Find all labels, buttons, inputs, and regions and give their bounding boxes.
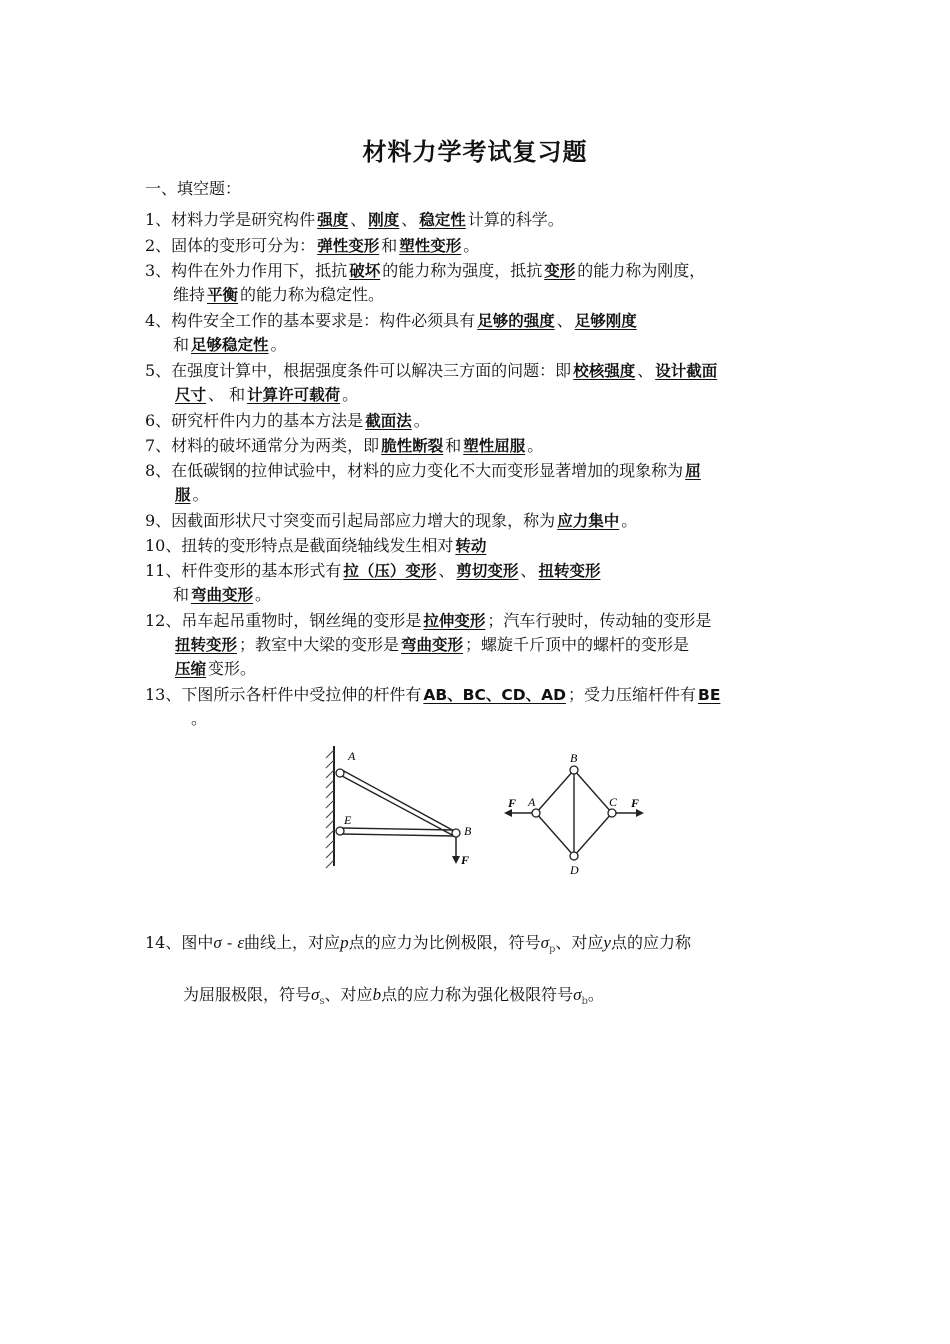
answer-blank: 拉（压）变形 (343, 562, 437, 580)
answer-blank: 屈 (685, 462, 701, 480)
answer-blank: 应力集中 (557, 512, 620, 530)
answer-blank: 设计截面 (655, 362, 718, 380)
answer-blank: 弯曲变形 (401, 636, 464, 654)
question-11: 11、杆件变形的基本形式有 拉（压）变形 、 剪切变形 、 扭转变形 和 弯曲变形 。 (145, 561, 601, 604)
label-B: B (570, 751, 578, 765)
answer-blank: AB、BC、CD、AD (423, 686, 566, 704)
answer-blank: 破坏 (349, 262, 381, 280)
answer-blank: 足够稳定性 (191, 336, 269, 354)
question-3: 3、构件在外力作用下，抵抗 破坏 的能力称为强度，抵抗 变形 的能力称为刚度， 维持 平衡 的能力称为稳定性。 (145, 261, 706, 304)
question-8: 8、在低碳钢的拉伸试验中，材料的应力变化不大而变形显著增加的现象称为 屈 服 。 (145, 461, 701, 504)
answer-blank: 塑性变形 (399, 237, 462, 255)
answer-blank: 足够的强度 (477, 312, 555, 330)
question-13: 13、下图所示各杆件中受拉伸的杆件有 AB、BC、CD、AD ；受力压缩杆件有 BE 。 (145, 685, 721, 728)
label-A: A (348, 749, 356, 763)
answer-blank: 剪切变形 (456, 562, 519, 580)
label-F-left: F (508, 796, 517, 810)
question-5: 5、在强度计算中，根据强度条件可以解决三方面的问题：即 校核强度 、 设计截面 尺寸 、 和 计算许可载荷 。 (145, 361, 718, 404)
answer-blank: 变形 (544, 262, 576, 280)
question-10: 10、扭转的变形特点是截面绕轴线发生相对 转动 (145, 536, 487, 555)
question-2: 2、固体的变形可分为： 弹性变形 和 塑性变形 。 (145, 236, 480, 255)
answer-blank: 强度 (317, 211, 349, 229)
answer-blank: 尺寸 (175, 386, 207, 404)
question-1: 1、材料力学是研究构件 强度 、 刚度 、 稳定性 计算的科学。 (145, 210, 564, 229)
answer-blank: 校核强度 (573, 362, 636, 380)
answer-blank: 脆性断裂 (381, 437, 444, 455)
answer-blank: 转动 (455, 537, 487, 555)
question-4: 4、构件安全工作的基本要求是：构件必须具有 足够的强度 、 足够刚度 和 足够稳定性 。 (145, 311, 637, 354)
answer-blank: 弹性变形 (317, 237, 380, 255)
answer-blank: 弯曲变形 (191, 586, 254, 604)
label-A: A (528, 795, 536, 809)
question-7: 7、材料的破坏通常分为两类，即 脆性断裂 和 塑性屈服 。 (145, 436, 544, 455)
label-E: E (344, 813, 352, 827)
truss-figure-wall (318, 740, 478, 875)
answer-blank: 服 (175, 486, 191, 504)
truss-figure-rhombus (500, 750, 650, 880)
answer-blank: 拉伸变形 (423, 612, 486, 630)
page-title: 材料力学考试复习题 (362, 138, 588, 166)
answer-blank: 扭转变形 (175, 636, 238, 654)
label-B: B (464, 824, 472, 838)
label-F-right: F (631, 796, 640, 810)
question-12: 12、吊车起吊重物时，钢丝绳的变形是 拉伸变形 ；汽车行驶时，传动轴的变形是 扭转变形 ；教室中大梁的变形是 弯曲变形 ；螺旋千斤顶中的螺杆的变形是 压缩 变形。 (145, 611, 712, 678)
answer-blank: 塑性屈服 (463, 437, 526, 455)
answer-blank: 计算许可载荷 (247, 386, 341, 404)
question-14-continued: 为屈服极限，符号$\sigma_s$、对应b点的应力称为强化极限符号$\sigma_b$。 (183, 985, 604, 1008)
answer-blank: 扭转变形 (538, 562, 601, 580)
answer-blank: 压缩 (175, 660, 207, 678)
answer-blank: 截面法 (365, 412, 412, 430)
answer-blank: 稳定性 (419, 211, 466, 229)
answer-blank: 足够刚度 (574, 312, 637, 330)
answer-blank: 刚度 (368, 211, 400, 229)
answer-blank: BE (698, 686, 721, 704)
question-6: 6、研究杆件内力的基本方法是 截面法 。 (145, 411, 430, 430)
answer-blank: 平衡 (207, 286, 239, 304)
label-D: D (570, 863, 579, 877)
label-C: C (609, 795, 618, 809)
question-14: 14、图中σ - ε曲线上，对应p点的应力为比例极限，符号$\sigma_p$、对应y点的应力称 (145, 933, 691, 956)
label-F: F (461, 853, 470, 867)
question-9: 9、因截面形状尺寸突变而引起局部应力增大的现象，称为 应力集中 。 (145, 511, 638, 530)
section-heading: 一、填空题： (145, 179, 242, 198)
